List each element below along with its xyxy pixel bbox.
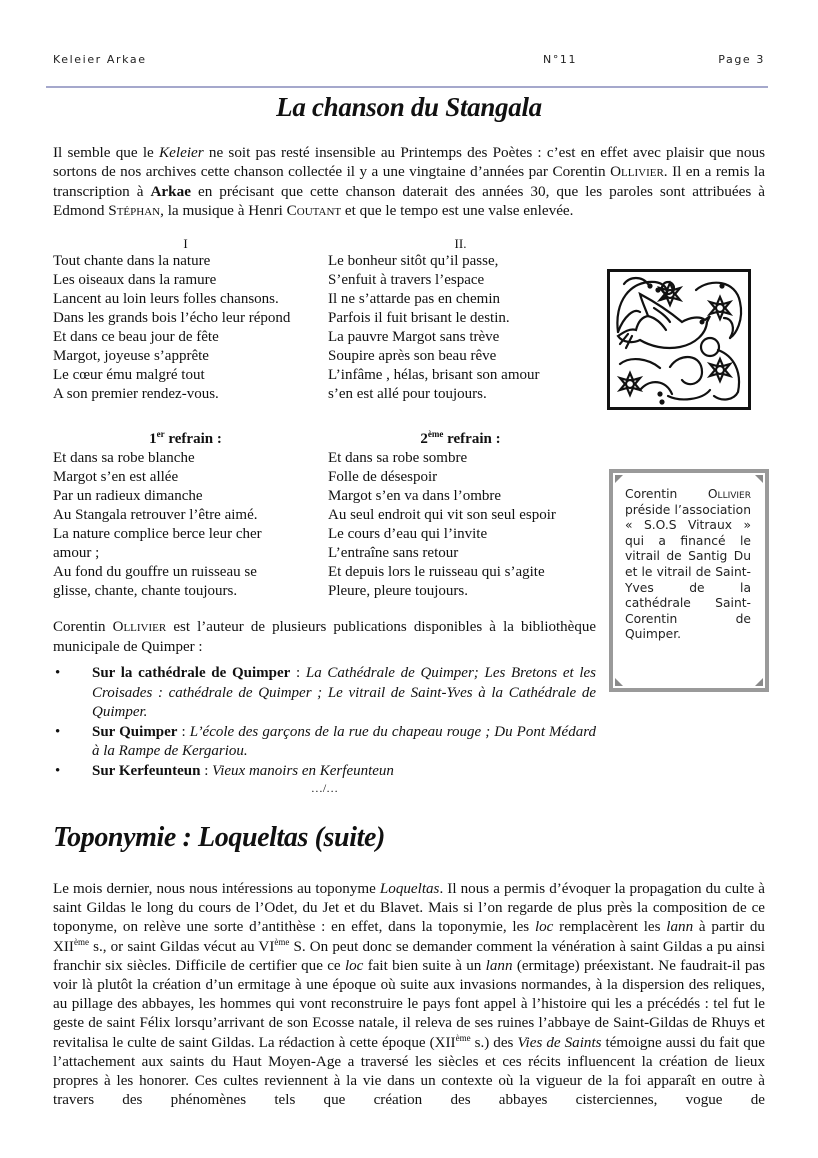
text: Corentin bbox=[53, 619, 113, 635]
lyric-line: Tout chante dans la nature bbox=[53, 253, 211, 269]
text: lann bbox=[666, 919, 694, 936]
continued-marker: …/… bbox=[310, 781, 339, 795]
verse-2 bbox=[328, 236, 598, 404]
text: remplacèrent les bbox=[553, 919, 667, 936]
text: 1 bbox=[149, 431, 157, 447]
text: ne soit pas resté insensible au Printemps des Poètes : c’est en effet avec plaisir que nous sortons de nos archives cette chanson collectée il y a une vingtaine d’années par Corentin bbox=[53, 144, 765, 181]
running-header bbox=[53, 53, 765, 69]
lyric-line: Folle de désespoir bbox=[328, 469, 438, 485]
lyric-line: Soupire après son beau rêve bbox=[328, 348, 497, 364]
bullet-icon: • bbox=[55, 723, 61, 740]
lyric-line: Et dans ce beau jour de fête bbox=[53, 329, 219, 345]
lyric-line: amour ; bbox=[53, 545, 100, 561]
author-info-box bbox=[609, 469, 769, 692]
keleier-italic: Keleier bbox=[158, 144, 204, 161]
text: : bbox=[177, 723, 190, 740]
lyric-line: Il ne s’attarde pas en chemin bbox=[328, 291, 501, 307]
lyric-line: glisse, chante, chante toujours. bbox=[53, 583, 238, 599]
lyric-line: Margot s’en est allée bbox=[53, 469, 179, 485]
bullet-icon: • bbox=[55, 762, 61, 779]
text: à partir du XII bbox=[53, 919, 765, 955]
lyric-line: Le cœur ému malgré tout bbox=[53, 367, 205, 383]
text: Le mois dernier, nous nous intéressions au toponyme bbox=[53, 881, 380, 897]
lyric-line: Par un radieux dimanche bbox=[53, 488, 203, 504]
text: 2 bbox=[420, 431, 428, 447]
verse-1 bbox=[53, 236, 323, 404]
text: L’école des garçons de la rue du chapeau rouge ; Du Pont Médard à la Rampe de Kergariou. bbox=[92, 723, 596, 759]
lyric-line: A son premier rendez-vous. bbox=[53, 386, 219, 402]
text: ème bbox=[73, 936, 89, 947]
toponymie-paragraph bbox=[53, 880, 765, 1110]
text: La Cathédrale de Quimper; Les Bretons et les Croisades : cathédrale de Quimper ; Le vitrail de Saint-Yves à la Cathédrale de Quimper. bbox=[92, 665, 597, 720]
text: préside l’association « S.O.S Vitraux » qui a financé le vitrail de Santig Du et le vitrail de Saint-Yves de la cathédrale Saint-Corentin de Quimper. bbox=[625, 502, 751, 642]
text: S. On peut donc se demander comment la vénération à saint Gildas a pu ainsi franchir six siècles. Difficile de certifier que ce bbox=[53, 938, 765, 974]
text: ème bbox=[427, 429, 444, 439]
composer-name: Coutant bbox=[286, 201, 342, 219]
lyric-line: s’en est allé pour toujours. bbox=[328, 386, 487, 402]
text: Vies de Saints bbox=[517, 1034, 602, 1051]
text: : bbox=[290, 665, 306, 681]
text: . Il en a remis la transcription à bbox=[53, 163, 765, 200]
text: loc bbox=[344, 957, 364, 974]
text: . Il nous a permis d’évoquer la propagation du culte à saint Gildas le long du cours de l’Odet, du Jet et du Blavet. Mais si l’on regarde de plus près la composition de ce toponyme, on relève une sorte d’antithèse : en effet, dans la toponymie, les bbox=[53, 881, 766, 936]
lyric-line: L’infâme , hélas, brisant son amour bbox=[328, 367, 540, 383]
lyric-line: Le bonheur sitôt qu’il passe, bbox=[328, 253, 499, 269]
lyric-line: Parfois il fuit brisant le destin. bbox=[328, 310, 510, 326]
lyric-line: Et depuis lors le ruisseau qui s’agite bbox=[328, 564, 545, 580]
refrain-1-heading bbox=[53, 425, 318, 449]
author-info-text bbox=[625, 487, 751, 643]
text: est l’auteur de plusieurs publications disponibles à la bibliothèque municipale de Quimper : bbox=[53, 619, 596, 655]
text: loc bbox=[534, 919, 554, 936]
text: s.) des bbox=[470, 1034, 518, 1051]
lyric-line: Et dans sa robe sombre bbox=[328, 450, 468, 466]
text: : bbox=[200, 762, 213, 779]
author-name: Ollivier bbox=[707, 487, 751, 501]
issue-number: N°11 bbox=[543, 53, 578, 66]
text: ème bbox=[274, 936, 290, 947]
intro-paragraph bbox=[53, 143, 765, 220]
text: lann bbox=[485, 957, 513, 974]
text: s., or saint Gildas vécut au VI bbox=[88, 938, 275, 955]
text: fait bien suite à un bbox=[363, 957, 486, 974]
text: Sur la cathédrale de Quimper bbox=[92, 665, 291, 681]
lyric-line: Dans les grands bois l’écho leur répond bbox=[53, 310, 291, 326]
lyric-line: Margot s’en va dans l’ombre bbox=[328, 488, 502, 504]
text: Loqueltas bbox=[379, 881, 440, 897]
refrain-2 bbox=[328, 425, 598, 601]
lyric-line: Le cours d’eau qui l’invite bbox=[328, 526, 488, 542]
lyric-line: L’entraîne sans retour bbox=[328, 545, 459, 561]
publication-name: Keleier Arkae bbox=[53, 53, 147, 66]
publications-section bbox=[53, 618, 596, 795]
text: et que le tempo est une valse enlevée. bbox=[341, 201, 574, 219]
lyric-line: Les oiseaux dans la ramure bbox=[53, 272, 217, 288]
text: Sur Quimper bbox=[92, 723, 178, 740]
publications-list bbox=[53, 664, 596, 781]
lyric-line: Pleure, pleure toujours. bbox=[328, 583, 468, 599]
text: er bbox=[156, 429, 165, 439]
text: Sur Kerfeunteun bbox=[92, 762, 201, 779]
text: (ermitage) préexistant. Ne faudrait-il pas voir là plutôt la création d’un ermitage à une époque où suite aux invasions normandes, à la dispersion des reliques, au pillage des abbayes, les hommes qui vont reconstruire le pays font appel à l’histoire qui les a précédés : tel fut le geste de saint Félix lorsqu’arrivant de son Ecosse natale, il releva de ses ruines l’abbaye de Saint-Gildas de Rhuys et revitalisa le culte de saint Gildas. La rédaction à cette époque (XII bbox=[53, 957, 765, 1051]
list-item bbox=[53, 762, 596, 782]
lyric-line: La pauvre Margot sans trève bbox=[328, 329, 500, 345]
text: refrain : bbox=[164, 431, 222, 447]
lyric-line: Margot, joyeuse s’apprête bbox=[53, 348, 209, 364]
text: Il semble que le bbox=[53, 144, 159, 161]
lyric-line: La nature complice berce leur cher bbox=[53, 526, 262, 542]
text: ème bbox=[455, 1032, 471, 1043]
text: , la musique à Henri bbox=[160, 201, 287, 219]
text: refrain : bbox=[443, 431, 501, 447]
lyric-line: Au Stangala retrouver l’être aimé. bbox=[53, 507, 258, 523]
list-item bbox=[53, 723, 596, 762]
article-title-stangala: La chanson du Stangala bbox=[276, 92, 542, 122]
text: Corentin bbox=[625, 487, 708, 501]
article-title-toponymie: Toponymie : Loqueltas (suite) bbox=[53, 822, 385, 853]
lyricist-name: Stéphan bbox=[108, 201, 161, 219]
bullet-icon: • bbox=[55, 665, 61, 681]
page-number: Page 3 bbox=[718, 53, 765, 66]
lyric-line: S’enfuit à travers l’espace bbox=[328, 272, 485, 288]
lyric-line: Au seul endroit qui vit son seul espoir bbox=[328, 507, 556, 523]
lyric-line: Au fond du gouffre un ruisseau se bbox=[53, 564, 257, 580]
verse-1-heading: I bbox=[183, 236, 188, 251]
dove-ornament-icon bbox=[607, 269, 751, 410]
text: en précisant que cette chanson daterait des années 30, que les paroles sont attribuées à Edmond bbox=[53, 182, 765, 219]
list-item bbox=[53, 664, 596, 723]
refrain-1 bbox=[53, 425, 323, 601]
verse-2-heading: II. bbox=[454, 236, 467, 251]
lyric-line: Lancent au loin leurs folles chansons. bbox=[53, 291, 279, 307]
publications-intro bbox=[53, 618, 596, 657]
text: témoigne aussi du fait que l’attachement aux saints du Haut Moyen-Age a traversé les siècles et ces récits influencent la création de lieux propres à les honorer. Ces cultes reviennent à la vie dans un contexte où la vigueur de la foi apparaît en outre à travers des phénomènes tels que création des abbayes cisterciennes, vogue de bbox=[53, 1034, 765, 1109]
arkae-bold: Arkae bbox=[150, 182, 191, 200]
lyric-line: Et dans sa robe blanche bbox=[53, 450, 195, 466]
author-name: Ollivier bbox=[610, 163, 664, 181]
header-rule bbox=[46, 86, 768, 88]
refrain-2-heading bbox=[328, 425, 593, 449]
author-name: Ollivier bbox=[112, 619, 167, 635]
text: Vieux manoirs en Kerfeunteun bbox=[212, 762, 394, 779]
